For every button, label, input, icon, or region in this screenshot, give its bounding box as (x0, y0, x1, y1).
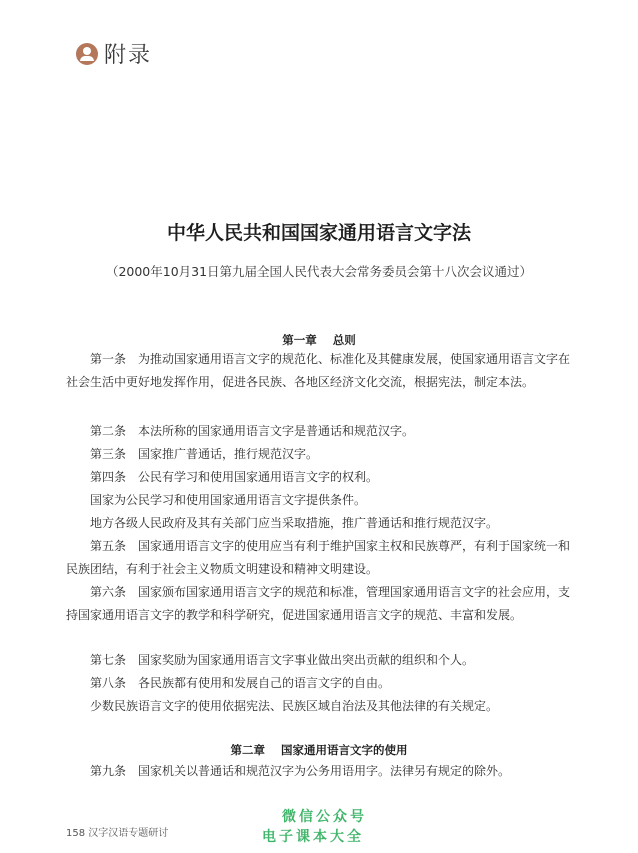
article-5: 第五条 国家通用语言文字的使用应当有利于维护国家主权和民族尊严，有利于国家统一和民族团结，有利于社会主义物质文明建设和精神文明建设。 (66, 539, 571, 576)
article-4: 第四条 公民有学习和使用国家通用语言文字的权利。 (90, 470, 379, 484)
article-2: 第二条 本法所称的国家通用语言文字是普通话和规范汉字。 (90, 424, 415, 438)
chapter-1-number: 第一章 (282, 333, 317, 347)
appendix-title: 附录 (104, 43, 153, 68)
watermark-line-2: 电子课本大全 (262, 829, 364, 845)
document-subtitle: （2000年10月31日第九届全国人民代表大会常务委员会第十八次会议通过） (105, 264, 533, 279)
watermark-line-1: 微信公众号 (282, 809, 367, 825)
appendix-header (76, 38, 152, 69)
article-4-para-3: 地方各级人民政府及其有关部门应当采取措施，推广普通话和推行规范汉字。 (90, 516, 499, 530)
appendix-logo-icon (76, 43, 98, 65)
chapter-1-name: 总则 (332, 333, 356, 347)
chapter-2-name: 国家通用语言文字的使用 (281, 743, 408, 757)
article-6: 第六条 国家颁布国家通用语言文字的规范和标准，管理国家通用语言文字的社会应用，支持国家通用语言文字的教学和科学研究，促进国家通用语言文字的规范、丰富和发展。 (66, 585, 571, 622)
document-title: 中华人民共和国国家通用语言文字法 (166, 222, 471, 244)
article-7: 第七条 国家奖励为国家通用语言文字事业做出突出贡献的组织和个人。 (90, 653, 475, 667)
chapter-2-number: 第二章 (230, 743, 265, 757)
article-8: 第八条 各民族都有使用和发展自己的语言文字的自由。 (90, 676, 391, 690)
article-4-para-2: 国家为公民学习和使用国家通用语言文字提供条件。 (90, 493, 367, 507)
chapter-1-heading (0, 332, 638, 348)
page-footer: 158 汉字汉语专题研讨 (66, 828, 169, 839)
article-8-para-2: 少数民族语言文字的使用依据宪法、民族区域自治法及其他法律的有关规定。 (90, 699, 499, 713)
article-3: 第三条 国家推广普通话，推行规范汉字。 (90, 447, 319, 461)
article-1: 第一条 为推动国家通用语言文字的规范化、标准化及其健康发展，使国家通用语言文字在社会生活中更好地发挥作用，促进各民族、各地区经济文化交流，根据宪法，制定本法。 (66, 352, 571, 389)
article-9: 第九条 国家机关以普通话和规范汉字为公务用语用字。法律另有规定的除外。 (90, 764, 511, 778)
chapter-2-heading (0, 742, 638, 758)
